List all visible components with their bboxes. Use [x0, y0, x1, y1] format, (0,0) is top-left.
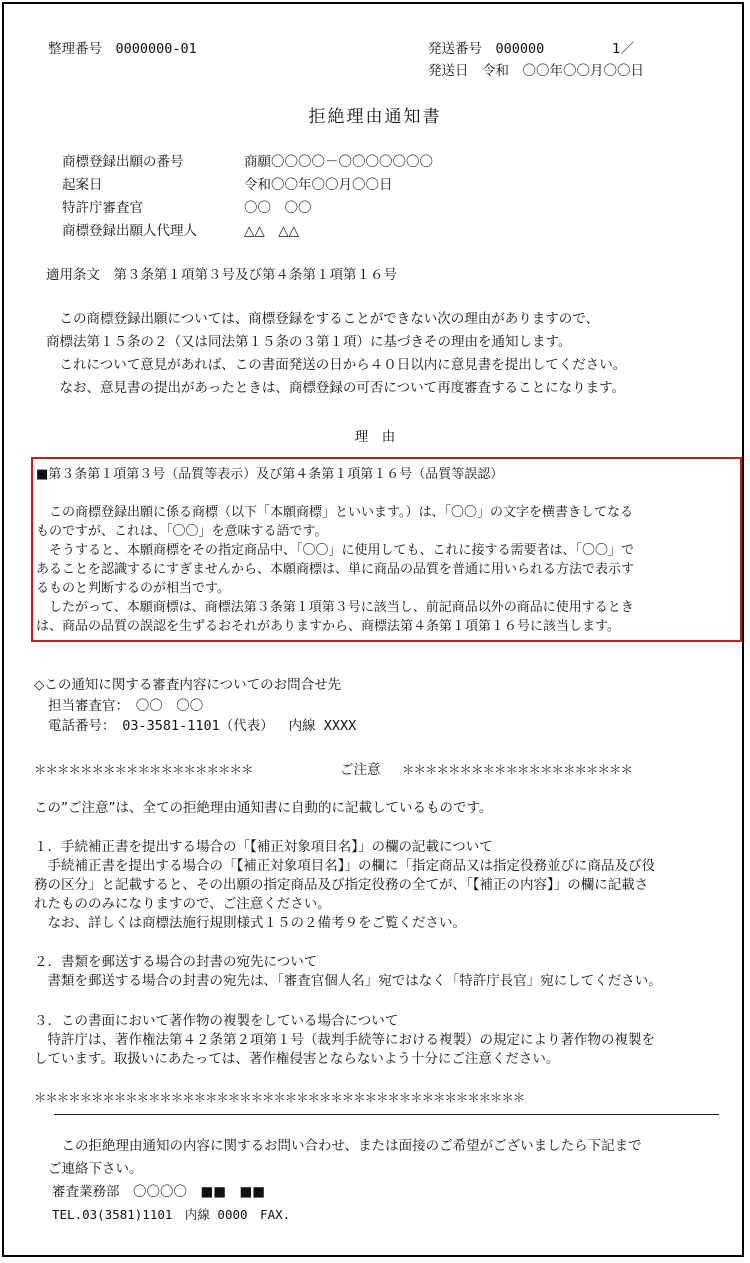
info-label-draft-date: 起案日: [62, 177, 103, 193]
dispatch-date-value: 令和 〇〇年〇〇月〇〇日: [482, 63, 644, 79]
reason-line-6: したがって、本願商標は、商標法第３条第１項第３号に該当し、前記商品以外の商品に使用するとき: [36, 600, 634, 615]
reason-heading: 理 由: [354, 429, 396, 445]
dispatch-number-label: 発送番号: [428, 41, 482, 57]
notice-item3-line: 特許庁は、著作権法第４２条第２項第１号（裁判手続等における複製）の規定により著作物の複製を: [34, 1032, 655, 1048]
reason-line-2: ものですが、これは、「〇〇」を意味する語です。: [36, 524, 328, 539]
dispatch-number-value: 000000: [495, 41, 545, 57]
dispatch-date-label: 発送日: [428, 63, 469, 79]
contact-phone-label: 電話番号：: [48, 718, 109, 734]
dispatch-number: [428, 40, 544, 58]
intro-line-3: これについて意見があれば、この書面発送の日から４０日以内に意見書を提出してください。: [46, 357, 627, 373]
reference-number: [48, 40, 197, 58]
info-value-examiner: 〇〇 〇〇: [244, 200, 312, 216]
notice-item1-line: 手続補正書を提出する場合の「【補正対象項目名】」の欄に「指定商品又は指定役務並びに商品及び役: [34, 858, 655, 874]
notice-item1-line: 務の区分」と記載すると、その出願の指定商品及び指定役務の全てが、「【補正の内容】」の欄に記載さ: [34, 877, 649, 893]
intro-line-1: この商標登録出願については、商標登録をすることができない次の理由がありますので、: [46, 311, 599, 327]
footer-line-1: この拒絶理由通知の内容に関するお問い合わせ、または面接のご希望がございましたら下記まで: [48, 1138, 642, 1154]
contact-phone-value: 03-3581-1101（代表） 内線 XXXX: [122, 718, 357, 734]
notice-item2-heading: ２．書類を郵送する場合の封書の宛先について: [34, 954, 318, 970]
notice-item2-line: 書類を郵送する場合の封書の宛先は、「審査官個人名」宛ではなく「特許庁長官」宛にしてください。: [34, 973, 662, 989]
dispatch-date: [428, 62, 644, 80]
reference-number-label: 整理番号: [48, 41, 102, 57]
notice-item3-line: しています。取扱いにあたっては、著作権侵害とならないよう十分にご注意ください。: [34, 1051, 560, 1067]
dashed-divider: [54, 1114, 719, 1115]
reason-line-4: あることを認識するにすぎませんから、本願商標は、単に商品の品質を普通に用いられる方法で表示す: [36, 562, 635, 577]
info-label-agent: 商標登録出願人代理人: [62, 223, 197, 239]
notice-item1-line: れたもののみになりますので、ご注意ください。: [34, 896, 331, 912]
intro-line-2: 商標法第１５条の２（又は同法第１５条の３第１項）に基づきその理由を通知します。: [46, 334, 572, 350]
page-number: 1／: [612, 41, 635, 57]
reason-line-3: そうすると、本願商標をその指定商品中、「〇〇」に使用しても、これに接する需要者は、「〇〇」で: [36, 543, 635, 558]
contact-examiner: [48, 697, 203, 715]
info-label-examiner: 特許庁審査官: [62, 200, 143, 216]
reason-line-1: この商標登録出願に係る商標（以下「本願商標」といいます。）は、「〇〇」の文字を横書きしてなる: [36, 505, 633, 520]
info-value-draft-date: 令和〇〇年〇〇月〇〇日: [244, 177, 393, 193]
reference-number-value: 0000000-01: [115, 41, 197, 57]
reason-box-heading: ■第３条第１項第３号（品質等表示）及び第４条第１項第１６号（品質等誤認）: [36, 467, 504, 482]
notice-item1-line: なお、詳しくは商標法施行規則様式１５の２備考９をご覧ください。: [34, 915, 466, 931]
notice-banner-stars-left: ＊＊＊＊＊＊＊＊＊＊＊＊＊＊＊＊＊＊＊: [34, 762, 253, 777]
info-value-agent: △△ △△: [244, 223, 300, 239]
intro-line-4: なお、意見書の提出があったときは、商標登録の可否について再度審査することになります。: [46, 380, 626, 396]
reason-line-5: るものと判断するのが相当です。: [36, 581, 230, 596]
notice-intro: この”ご注意”は、全ての拒絶理由通知書に自動的に記載しているものです。: [34, 800, 493, 816]
info-value-application-number: 商願〇〇〇〇－〇〇〇〇〇〇〇: [244, 154, 433, 170]
notice-stars-bottom: ＊＊＊＊＊＊＊＊＊＊＊＊＊＊＊＊＊＊＊＊＊＊＊＊＊＊＊＊＊＊＊＊＊＊＊＊＊＊＊＊＊＊＊: [34, 1090, 525, 1105]
reason-line-7: は、商品の品質の誤認を生ずるおそれがありますから、商標法第４条第１項第１６号に該当します。: [36, 619, 620, 634]
contact-examiner-value: 〇〇 〇〇: [135, 698, 204, 714]
document-page: [2, 2, 744, 1257]
contact-phone: [48, 717, 356, 735]
info-label-application-number: 商標登録出願の番号: [62, 154, 184, 170]
notice-item1-heading: １．手続補正書を提出する場合の「【補正対象項目名】」の欄の記載について: [34, 839, 493, 855]
footer-department: 審査業務部 〇〇〇〇 ■■ ■■: [52, 1184, 266, 1200]
applicable-articles: 適用条文 第３条第１項第３号及び第４条第１項第１６号: [46, 267, 397, 283]
contact-heading: ◇この通知に関する審査内容についてのお問合せ先: [34, 677, 342, 693]
document-title: 拒絶理由通知書: [308, 107, 442, 127]
notice-item3-heading: ３．この書面において著作物の複製をしている場合について: [34, 1013, 399, 1029]
footer-tel: TEL.03(3581)1101 内線 0000 FAX.: [52, 1207, 291, 1222]
footer-line-2: ご連絡下さい。: [48, 1161, 143, 1177]
contact-examiner-label: 担当審査官：: [48, 698, 123, 714]
notice-banner-title: ご注意: [340, 762, 381, 778]
notice-banner-stars-right: ＊＊＊＊＊＊＊＊＊＊＊＊＊＊＊＊＊＊＊＊: [402, 762, 633, 777]
